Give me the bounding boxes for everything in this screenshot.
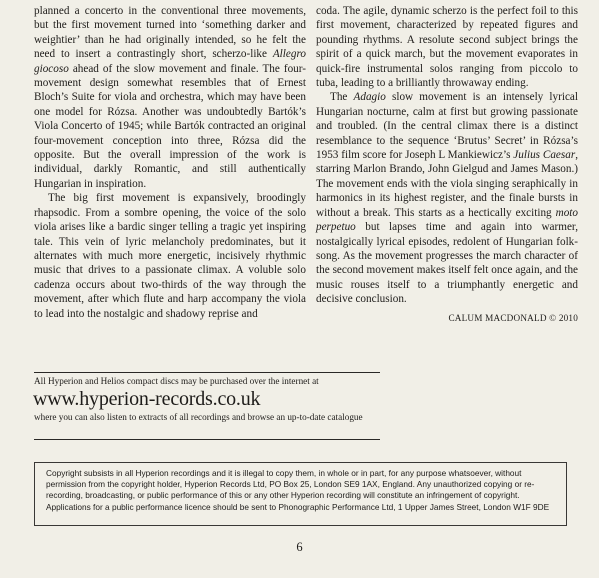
divider-top: [34, 372, 380, 373]
text-column-right: [316, 4, 578, 325]
copyright-notice: Copyright subsists in all Hyperion recordings and it is illegal to copy them, in whole or in part, for any purpose whatsoever, without permission from the copyright holder, Hyperion Records Ltd, PO Box 25, London SE9 1AX, England. Any unauthorized copying or re-recording, broadcasting, or public performance of this or any other Hyperion recording will constitute an infringement of copyright. Applications for a public performance licence should be sent to Phonographic Performance Ltd, 1 Upper James Street, London W1F 9DE: [34, 462, 567, 526]
purchase-note: All Hyperion and Helios compact discs may be purchased over the internet at: [34, 376, 319, 386]
paragraph-adagio-finale: [316, 90, 578, 306]
paragraph-first-movement: The big first movement is expansively, broodingly rhapsodic. From a sombre opening, the voice of the solo viola arises like a bardic singer telling a tragic yet inspiring tale. This vein of lyric melancholy predominates, but it alternates with much more energetic, incisively rhythmic music that drives to a passionate climax. A voluble solo cadenza occurs about two-thirds of the way through the movement, after which flute and harp accompany the viola to lead into the nostalgic and shadowy reprise and: [34, 192, 306, 320]
paragraph-text: slow movement is an intensely lyrical Hungarian nocturne, calm at first but growing passionate and troubled. (In the central climax there is a distinct resemblance to the sequence ‘Brutus’ Secret’ in Rózsa’s 1953 film score for Joseph L Mankiewicz’s: [316, 91, 578, 162]
paragraph-concerto-design: [34, 4, 306, 191]
paragraph-text: but lapses time and again into warmer, nostalgically lyrical episodes, redolent of Hungarian folk-song. As the movement progresses the march character of the second movement makes itself felt once again, and the music rouses itself to a triumphantly energetic and decisive conclusion.: [316, 221, 578, 306]
paragraph-text: The: [330, 91, 354, 104]
paragraph-text: planned a concerto in the conventional three movements, but the first movement turned into ‘something darker and weightier’ than he had originally intended, so he felt the need to insert a contrastingly short, scherzo-like: [34, 5, 306, 61]
paragraph-text: , starring Marlon Brando, John Gielgud and James Mason.) The movement ends with the viola singing seraphically in harmonics in its highest register, and the finale bursts in without a break. This starts as a hectically exciting: [316, 149, 578, 219]
website-link[interactable]: www.hyperion-records.co.uk: [33, 388, 261, 410]
film-title: Julius Caesar: [513, 149, 576, 162]
tempo-marking: Allegro giocoso: [34, 48, 306, 75]
tempo-marking: Adagio: [353, 91, 386, 104]
catalogue-note: where you can also listen to extracts of all recordings and browse an up-to-date catalogue: [34, 412, 363, 422]
divider-bottom: [34, 439, 380, 440]
paragraph-scherzo: coda. The agile, dynamic scherzo is the perfect foil to this first movement, characterized by repeated figures and pounding rhythms. A resolute second subject brings the spirit of a quick march, but the movement evaporates in quick-fire instrumental solos ranging from piccolo to tuba, leading to a brilliantly throwaway ending.: [316, 5, 578, 90]
text-column-left: [34, 4, 306, 321]
tempo-marking: moto perpetuo: [316, 206, 578, 234]
page-number: 6: [296, 540, 303, 554]
paragraph-text: ahead of the slow movement and finale. The four-movement design somewhat resembles that of Ernest Bloch’s Suite for viola and orchestra, which may have been one model for Rózsa. Another was undoubtedly Bartók’s Viola Concerto of 1945; while Bartók contracted an original four-movement conception into three, Rózsa did the opposite. But the overall impression of the work is individual, darkly Romantic, and still authentically Hungarian in inspiration.: [34, 62, 306, 190]
author-credit: CALUM MACDONALD © 2010: [448, 312, 578, 323]
